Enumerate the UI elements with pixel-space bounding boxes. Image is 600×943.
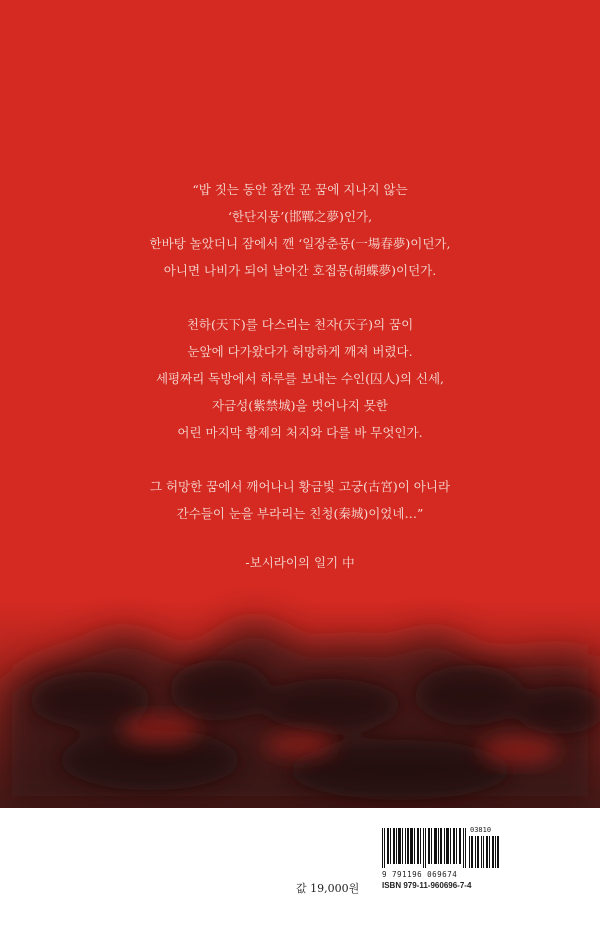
poem-line: 자금성(紫禁城)을 벗어나지 못한 [212,398,388,413]
poem-source: -보시라이의 일기 中 [245,555,355,570]
poem-line: 한바탕 놀았더니 잠에서 깬 ‘일장춘몽(一場春夢)이던가, [149,236,451,251]
addon-barcode [469,836,499,868]
poem-line: “밥 짓는 동안 잠깐 꾼 꿈에 지나지 않는 [192,182,408,197]
poem-line: 천하(天下)를 다스리는 천자(天子)의 꿈이 [186,317,414,332]
poem-line: 어린 마지막 황제의 처지와 다를 바 무엇인가. [177,425,423,440]
stanza-gap [0,284,600,311]
addon-code: 03810 [470,826,492,834]
poem-line: 세평짜리 독방에서 하루를 보내는 수인(囚人)의 신세, [155,371,445,386]
white-footer [0,808,600,943]
poem-block [0,176,600,576]
isbn-text: ISBN 979-11-960696-7-4 [382,881,472,890]
poem-line: ‘한단지몽’(邯鄲之夢)인가, [227,209,373,224]
poem-line: 간수들이 눈을 부라리는 친청(秦城)이었네…” [176,506,424,521]
poem-line: 눈앞에 다가왔다가 허망하게 깨져 버렸다. [187,344,413,359]
stanza-gap [0,446,600,473]
poem-line: 그 허망한 꿈에서 깨어나니 황금빛 고궁(古宮)이 아니라 [149,479,451,494]
barcode-number: 9 791196 069674 [382,870,458,879]
poem-line: 아니면 나비가 되어 날아간 호접몽(胡蝶夢)이던가. [163,263,437,278]
price-label: 값 19,000원 [296,882,360,895]
isbn-barcode [382,828,466,868]
